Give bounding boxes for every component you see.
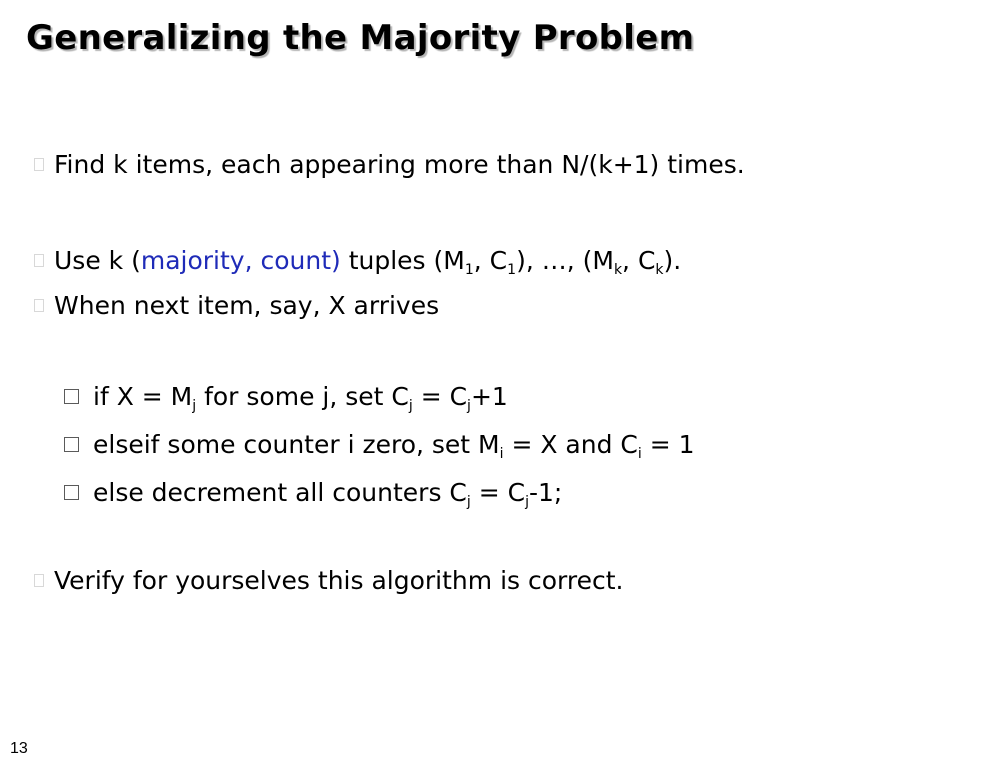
subbullet-marker — [64, 485, 79, 500]
bullet-use-k-tuples — [34, 246, 682, 278]
text-run: = C — [412, 382, 468, 411]
text-run: , C — [473, 246, 508, 275]
text-run: elseif some counter i zero, set M — [93, 430, 500, 459]
text-run: +1 — [470, 382, 508, 411]
subscript: i — [499, 446, 504, 462]
text-run: tuples (M — [340, 246, 465, 275]
text-run: if X = M — [93, 382, 193, 411]
subscript: k — [655, 262, 664, 278]
bullet-marker — [34, 254, 44, 267]
subscript: j — [525, 494, 529, 510]
bullet-marker — [34, 574, 44, 587]
subbullet-text — [93, 478, 563, 510]
slide-title: Generalizing the Majority Problem — [26, 18, 695, 58]
text-run: for some j, set C — [196, 382, 409, 411]
bullet-text — [54, 246, 682, 278]
text-run: = 1 — [641, 430, 695, 459]
text-run: Use k ( — [54, 246, 141, 275]
subbullet-if-match — [64, 382, 508, 414]
bullet-marker — [34, 158, 44, 171]
bullet-next-item — [34, 291, 439, 320]
subscript: j — [192, 398, 197, 414]
highlighted-text: majority, count) — [140, 246, 341, 275]
subscript: i — [637, 446, 642, 462]
bullet-text: Verify for yourselves this algorithm is correct. — [54, 566, 624, 595]
subscript: 1 — [464, 262, 474, 278]
text-run: = X and C — [503, 430, 638, 459]
bullet-find-k-items — [34, 150, 745, 179]
text-run: = C — [470, 478, 526, 507]
subscript: j — [467, 398, 471, 414]
bullet-text: Find k items, each appearing more than N/(k+1) times. — [54, 150, 745, 179]
subbullet-text — [93, 382, 508, 414]
text-run: ), …, (M — [516, 246, 614, 275]
subscript: 1 — [507, 262, 517, 278]
text-run: , C — [622, 246, 656, 275]
text-run: ). — [663, 246, 682, 275]
bullet-verify — [34, 566, 623, 595]
subbullet-else-decrement — [64, 478, 563, 510]
text-run: -1; — [528, 478, 563, 507]
bullet-text: When next item, say, X arrives — [54, 291, 440, 320]
page-number: 13 — [10, 740, 28, 757]
subbullet-marker — [64, 437, 79, 452]
subscript: k — [613, 262, 623, 278]
subscript: j — [466, 494, 471, 510]
subbullet-marker — [64, 389, 79, 404]
text-run: else decrement all counters C — [93, 478, 467, 507]
subbullet-text — [93, 430, 695, 462]
subbullet-elseif-zero — [64, 430, 695, 462]
subscript: j — [408, 398, 413, 414]
bullet-marker — [34, 299, 44, 312]
